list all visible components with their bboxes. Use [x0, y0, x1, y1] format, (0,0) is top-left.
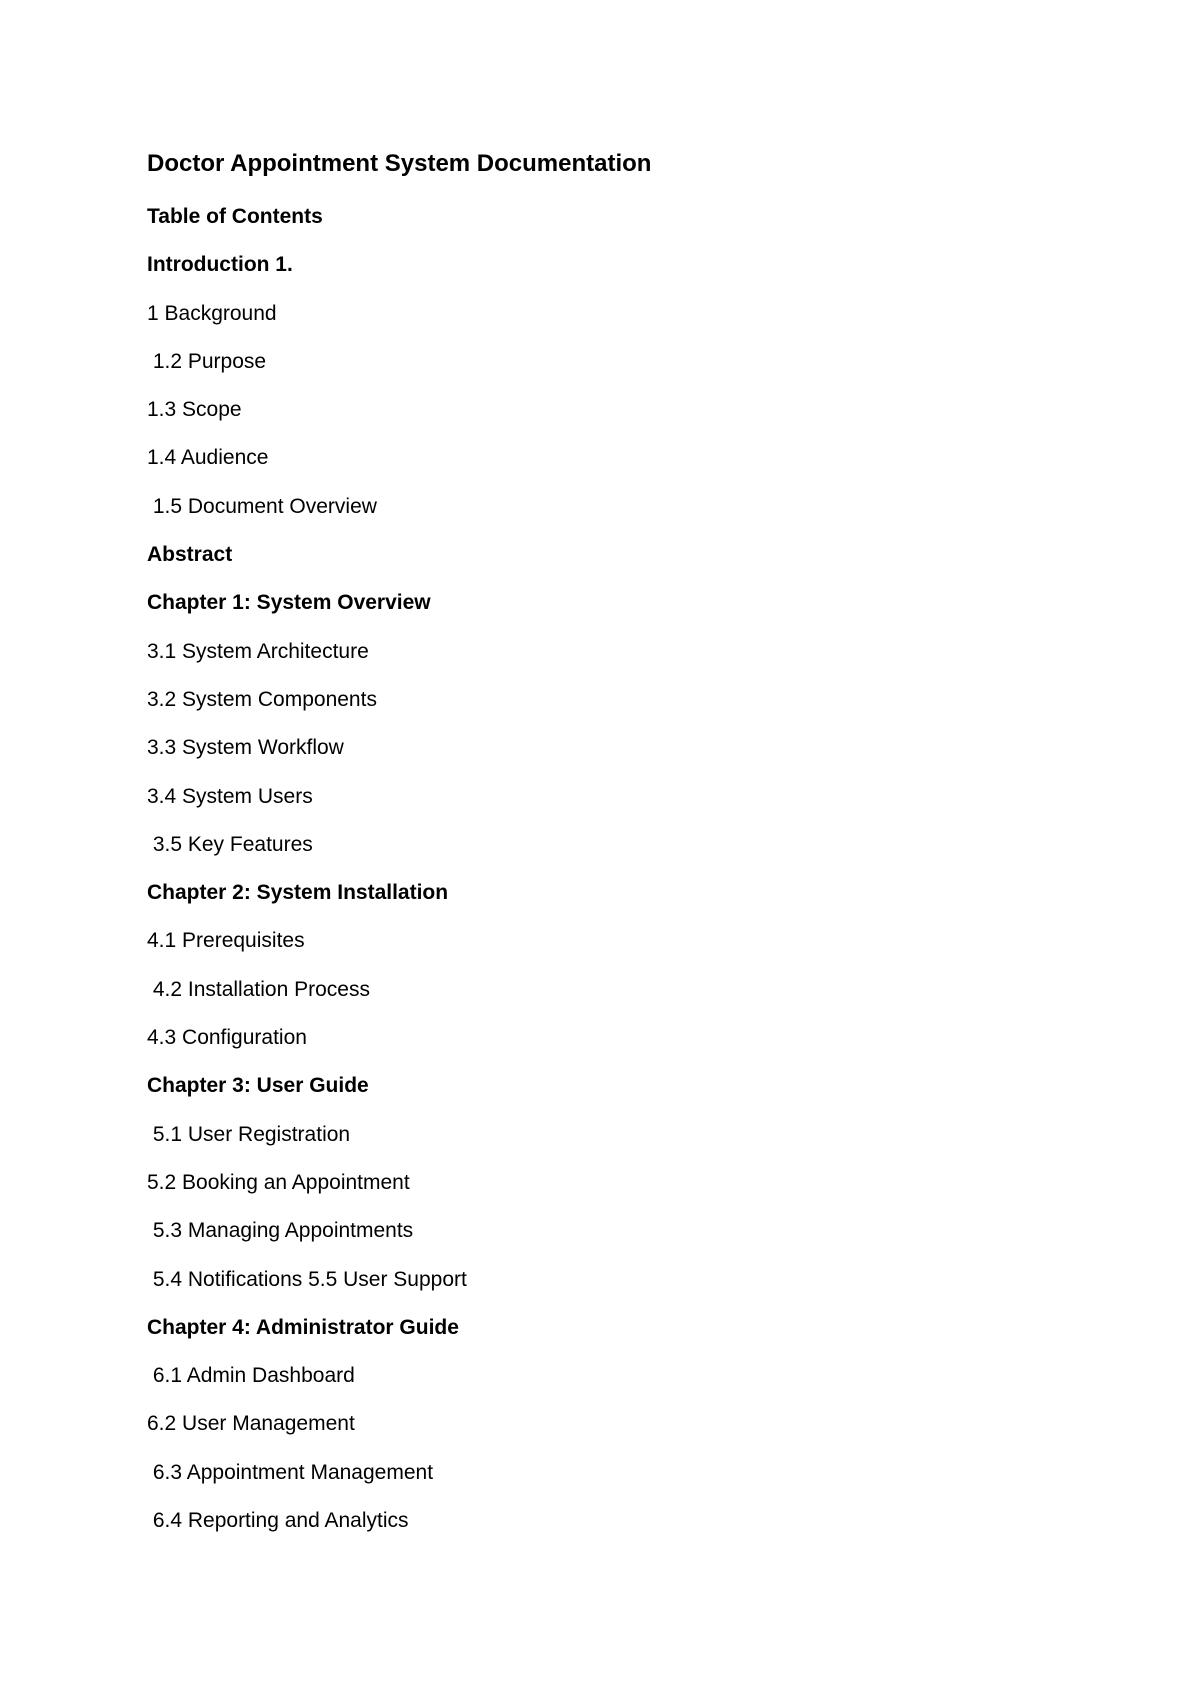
toc-entry: 1.4 Audience [147, 446, 269, 470]
toc-entry: 4.2 Installation Process [147, 977, 370, 1001]
toc-entry: 4.1 Prerequisites [147, 929, 305, 953]
toc-entry: 6.2 User Management [147, 1412, 355, 1436]
toc-entry: 1 Background [147, 301, 277, 325]
toc-entry: 4.3 Configuration [147, 1026, 307, 1050]
document-content [147, 143, 1107, 1545]
toc-entry: 3.5 Key Features [147, 832, 313, 856]
toc-entry: 5.1 User Registration [147, 1122, 351, 1146]
toc-entry: 3.2 System Components [147, 687, 377, 711]
toc-heading: Table of Contents [147, 205, 323, 228]
toc-entry: 1.2 Purpose [147, 349, 267, 373]
document-title: Doctor Appointment System Documentation [147, 150, 652, 177]
toc-entry: 1.3 Scope [147, 398, 242, 422]
toc-section-heading: Chapter 1: System Overview [147, 591, 431, 615]
toc-entry: 5.3 Managing Appointments [147, 1219, 414, 1243]
toc-entry: 6.4 Reporting and Analytics [147, 1509, 409, 1533]
toc-entry: 5.4 Notifications 5.5 User Support [147, 1267, 467, 1291]
toc-entry: 3.3 System Workflow [147, 736, 344, 760]
toc-list [147, 241, 1107, 1545]
toc-section-heading: Chapter 2: System Installation [147, 881, 449, 905]
toc-section-heading: Chapter 4: Administrator Guide [147, 1315, 459, 1339]
toc-entry: 3.4 System Users [147, 784, 313, 808]
toc-section-heading: Introduction 1. [147, 253, 293, 277]
toc-section-heading: Abstract [147, 543, 233, 567]
toc-entry: 1.5 Document Overview [147, 494, 377, 518]
toc-entry: 5.2 Booking an Appointment [147, 1170, 410, 1194]
toc-entry: 6.1 Admin Dashboard [147, 1364, 355, 1388]
toc-section-heading: Chapter 3: User Guide [147, 1074, 369, 1098]
toc-entry: 3.1 System Architecture [147, 639, 369, 663]
toc-entry: 6.3 Appointment Management [147, 1460, 434, 1484]
